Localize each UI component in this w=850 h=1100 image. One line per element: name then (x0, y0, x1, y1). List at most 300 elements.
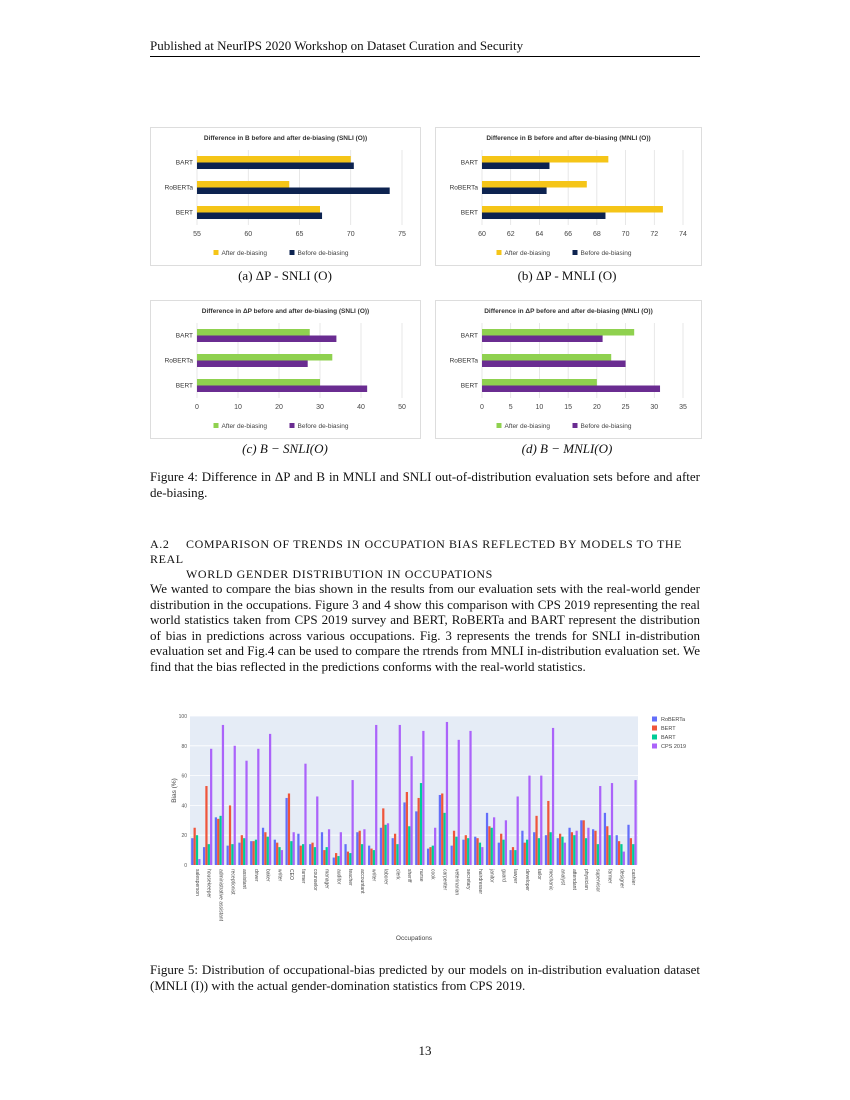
bar-after (197, 181, 289, 188)
x-tick-label: 68 (592, 231, 601, 238)
x-category-label: lawyer (512, 869, 519, 884)
bar-bart (196, 835, 198, 865)
bar-bert (194, 828, 196, 865)
bar-bart (632, 844, 634, 865)
chart-b-panel (435, 127, 702, 266)
legend-label-after: After de-biasing (221, 250, 268, 257)
y-category-label: BART (175, 332, 193, 340)
x-tick-label: 60 (478, 231, 486, 238)
x-category-label: carpenter (441, 869, 448, 891)
subcaption-b: (b) ΔP - MNLI (O) (517, 268, 617, 283)
bar-cps-2019 (399, 725, 401, 865)
bar-cps-2019 (352, 780, 354, 865)
legend-swatch-before (573, 250, 578, 255)
y-category-label: RoBERTa (449, 184, 478, 192)
bar-before (482, 386, 660, 393)
bar-roberta (392, 838, 394, 865)
bar-roberta (568, 828, 570, 865)
bar-before (197, 163, 354, 170)
bar-roberta (580, 820, 582, 865)
x-tick-label: 70 (621, 231, 630, 238)
bar-bert (618, 841, 620, 865)
bar-roberta (227, 846, 229, 865)
bar-cps-2019 (257, 749, 259, 865)
x-tick-label: 30 (650, 404, 659, 411)
x-category-label: laborer (382, 869, 389, 885)
x-tick-label: 25 (621, 404, 630, 411)
y-category-label: BERT (175, 382, 193, 390)
bar-before (197, 213, 322, 220)
bar-roberta (344, 844, 346, 865)
bar-bart (432, 846, 434, 865)
x-category-label: cashier (630, 869, 637, 886)
bar-bart (314, 847, 316, 865)
bar-bert (288, 793, 290, 865)
x-category-label: attendant (571, 869, 578, 890)
bar-cps-2019 (281, 850, 283, 865)
x-category-label: baker (264, 869, 271, 882)
y-category-label: RoBERTa (449, 357, 478, 365)
chart-a-panel (150, 127, 421, 266)
bar-roberta (474, 837, 476, 865)
x-tick-label: 75 (398, 231, 406, 238)
bar-cps-2019 (611, 783, 613, 865)
bar-after (197, 354, 332, 361)
legend-swatch-after (497, 250, 502, 255)
bar-before (482, 163, 549, 170)
bar-cps-2019 (446, 722, 448, 865)
x-tick-label: 62 (506, 231, 515, 238)
bar-bart (597, 844, 599, 865)
bar-bert (394, 834, 396, 865)
bar-bart (538, 838, 540, 865)
x-category-label: hairdresser (476, 869, 483, 895)
x-tick-label: 35 (679, 404, 687, 411)
bar-after (482, 181, 587, 188)
y-tick-label: 40 (181, 803, 187, 810)
bar-cps-2019 (210, 749, 212, 865)
x-tick-label: 55 (193, 231, 201, 238)
bar-before (482, 361, 626, 368)
x-category-label: farmer (606, 869, 613, 884)
bar-before (482, 336, 603, 343)
legend-swatch-before (573, 423, 578, 428)
bar-bert (370, 849, 372, 865)
x-tick-label: 64 (535, 231, 544, 238)
chart-title: Difference in ΔP before and after de-biasing (MNLI (O)) (484, 308, 653, 315)
bar-after (482, 329, 634, 336)
legend-label-before: Before de-biasing (580, 250, 632, 257)
bar-roberta (368, 846, 370, 865)
subcaption-c: (c) B − SNLI(O) (242, 441, 328, 456)
bar-bert (453, 831, 455, 865)
y-category-label: BERT (175, 209, 193, 217)
bar-bart (208, 844, 210, 865)
bar-bert (406, 792, 408, 865)
subcaption-a: (a) ΔP - SNLI (O) (238, 268, 332, 283)
bar-before (197, 386, 367, 393)
x-category-label: salesperson (193, 869, 200, 896)
bar-roberta (321, 832, 323, 865)
chart-title: Difference in ΔP before and after de-biasing (SNLI (O)) (201, 308, 370, 315)
y-category-label: BERT (460, 382, 478, 390)
y-axis-title: Bias (%) (171, 778, 178, 803)
bar-roberta (451, 846, 453, 865)
x-tick-label: 66 (564, 231, 573, 238)
bar-cps-2019 (623, 852, 625, 865)
x-tick-label: 72 (650, 231, 659, 238)
bar-bart (385, 825, 387, 865)
bar-cps-2019 (363, 829, 365, 865)
bar-cps-2019 (222, 725, 224, 865)
bar-bart (302, 844, 304, 865)
legend-swatch-before (290, 250, 295, 255)
x-category-label: writer (370, 869, 377, 882)
legend-swatch (652, 717, 657, 722)
legend-swatch (652, 744, 657, 749)
bar-bart (267, 837, 269, 865)
bar-bart (396, 844, 398, 865)
bar-roberta (533, 832, 535, 865)
bar-cps-2019 (293, 832, 295, 865)
x-category-label: teacher (347, 869, 354, 886)
figure-4-caption: Figure 4: Difference in ΔP and B in MNLI and SNLI out-of-distribution evaluation sets before and after de-biasing. (150, 469, 700, 500)
bar-roberta (604, 813, 606, 865)
x-tick-label: 10 (234, 404, 242, 411)
bar-bart (573, 835, 575, 865)
bar-bart (479, 843, 481, 865)
bar-cps-2019 (434, 828, 436, 865)
bar-bart (455, 837, 457, 865)
figure-5-caption: Figure 5: Distribution of occupational-bias predicted by our models on in-distribution evaluation dataset (MNLI (I)) with the actual gender-domination statistics from CPS 2019. (150, 962, 700, 993)
bar-roberta (309, 844, 311, 865)
bar-bart (373, 850, 375, 865)
bar-bert (465, 835, 467, 865)
bar-before (482, 188, 547, 195)
bar-roberta (191, 838, 193, 865)
bar-bert (300, 846, 302, 865)
bar-roberta (557, 838, 559, 865)
x-tick-label: 60 (244, 231, 253, 238)
bar-before (197, 336, 336, 343)
bar-bart (326, 847, 328, 865)
figure-5-chart (168, 708, 687, 948)
bar-cps-2019 (528, 776, 530, 865)
bar-bart (243, 838, 245, 865)
x-category-label: sheriff (406, 869, 413, 883)
bar-bert (488, 826, 490, 865)
chart-a (151, 128, 420, 265)
bar-bart (502, 840, 504, 865)
bar-roberta (215, 817, 217, 865)
bar-cps-2019 (422, 731, 424, 865)
x-category-label: counselor (311, 869, 318, 891)
bar-cps-2019 (316, 796, 318, 865)
bar-cps-2019 (517, 796, 519, 865)
y-tick-label: 80 (181, 743, 187, 750)
bar-roberta (415, 811, 417, 865)
bar-bart (550, 832, 552, 865)
x-tick-label: 40 (357, 404, 365, 411)
bar-bart (467, 838, 469, 865)
bar-roberta (380, 828, 382, 865)
bar-roberta (498, 843, 500, 865)
bar-bert (205, 786, 207, 865)
bar-bert (476, 838, 478, 865)
x-category-label: cook (429, 869, 436, 880)
legend-label: BERT (661, 726, 676, 732)
header-rule (150, 56, 700, 57)
legend-label: BART (661, 735, 676, 741)
legend-label-after: After de-biasing (504, 250, 551, 257)
bar-after (482, 379, 597, 386)
bar-after (482, 206, 663, 213)
bar-cps-2019 (458, 740, 460, 865)
y-category-label: BART (460, 332, 478, 340)
x-category-label: auditor (335, 869, 342, 885)
x-category-label: janitor (488, 869, 495, 883)
bar-bert (335, 853, 337, 865)
bar-bert (418, 798, 420, 865)
section-heading (150, 537, 700, 582)
bar-after (197, 329, 310, 336)
x-tick-label: 30 (316, 404, 324, 411)
bar-bert (359, 831, 361, 865)
x-category-label: veterinarian (453, 869, 460, 896)
x-category-label: writer (276, 869, 283, 882)
x-category-label: administrative assistant (217, 869, 224, 921)
bar-after (197, 379, 320, 386)
bar-bert (252, 841, 254, 865)
legend-swatch (652, 726, 657, 731)
x-tick-label: 15 (564, 404, 573, 411)
bar-roberta (250, 841, 252, 865)
chart-title: Difference in B before and after de-biasing (MNLI (O)) (486, 135, 651, 142)
x-axis-title: Occupations (395, 935, 433, 942)
bar-cps-2019 (576, 831, 578, 865)
bar-bart (420, 783, 422, 865)
x-category-label: secretary (465, 869, 472, 890)
bar-bart (443, 813, 445, 865)
bar-bart (491, 828, 493, 865)
bar-bert (606, 826, 608, 865)
chart-c-panel (150, 300, 421, 439)
body-paragraph: We wanted to compare the bias shown in the results from our evaluation sets with the real-world gender distribution in the occupations. Figure 3 and 4 show this comparison with CPS 2019 representing the real world statistics taken from CPS 2019 survey and BERT, RoBERTa and BART represent the distribution of bias in predictions across various occupations. Fig. 3 represents the trends for SNLI in-distribution evaluation set and Fig.4 can be used to compare the rtrends from MNLI in-distribution evaluation set. We find that the bias reflected in the predictions conforms with the real-world statistics. (150, 581, 700, 674)
x-tick-label: 0 (195, 404, 199, 411)
bar-bart (255, 840, 257, 865)
x-category-label: accountant (358, 869, 365, 894)
bar-roberta (616, 835, 618, 865)
section-number: A.2 (150, 537, 170, 551)
legend-label-before: Before de-biasing (297, 423, 349, 430)
x-category-label: developer (524, 869, 530, 891)
x-category-label: tailor (535, 869, 542, 880)
x-tick-label: 65 (295, 231, 304, 238)
bar-cps-2019 (634, 780, 636, 865)
bar-cps-2019 (198, 859, 200, 865)
bar-bert (229, 805, 231, 865)
bar-bart (337, 856, 339, 865)
chart-c (151, 301, 420, 438)
y-tick-label: 20 (181, 833, 187, 840)
bar-cps-2019 (245, 761, 247, 865)
bar-cps-2019 (587, 828, 589, 865)
bar-cps-2019 (564, 843, 566, 865)
bar-bert (241, 835, 243, 865)
bar-cps-2019 (410, 756, 412, 865)
bar-bert (583, 820, 585, 865)
bar-bart (585, 838, 587, 865)
bar-roberta (509, 850, 511, 865)
bar-cps-2019 (505, 820, 507, 865)
x-category-label: manager (323, 869, 330, 889)
legend-label-before: Before de-biasing (580, 423, 632, 430)
y-tick-label: 60 (181, 773, 187, 780)
chart-title: Difference in B before and after de-biasing (SNLI (O)) (203, 135, 368, 142)
bar-cps-2019 (599, 786, 601, 865)
bar-bart (526, 840, 528, 865)
y-category-label: BART (460, 159, 478, 167)
bar-after (197, 206, 320, 213)
section-title-line2: WORLD GENDER DISTRIBUTION IN OCCUPATIONS (186, 567, 493, 581)
bar-bert (276, 843, 278, 865)
bar-bert (524, 843, 526, 865)
x-tick-label: 50 (398, 404, 406, 411)
bar-roberta (203, 847, 205, 865)
x-category-label: physician (582, 869, 589, 890)
bar-cps-2019 (481, 847, 483, 865)
x-tick-label: 5 (508, 404, 513, 411)
x-tick-label: 20 (592, 404, 601, 411)
bar-bert (500, 834, 502, 865)
x-tick-label: 70 (346, 231, 355, 238)
bar-bert (323, 850, 325, 865)
x-tick-label: 0 (480, 404, 484, 411)
bar-roberta (592, 829, 594, 865)
bar-bart (561, 837, 563, 865)
bar-bert (429, 847, 431, 865)
bar-bert (547, 801, 549, 865)
x-category-label: housekeeper (205, 869, 212, 898)
bar-bart (408, 826, 410, 865)
legend-swatch-after (497, 423, 502, 428)
bar-bert (264, 832, 266, 865)
y-category-label: RoBERTa (164, 184, 193, 192)
bar-bert (512, 847, 514, 865)
bar-bart (361, 844, 363, 865)
bar-bart (219, 816, 221, 865)
x-category-label: supervisor (594, 869, 601, 893)
legend-label: RoBERTa (661, 717, 686, 723)
x-category-label: assistant (241, 869, 248, 889)
bar-after (482, 354, 611, 361)
bar-bert (347, 852, 349, 865)
bar-bart (620, 844, 622, 865)
bar-roberta (285, 798, 287, 865)
bar-bert (535, 816, 537, 865)
bar-bert (382, 808, 384, 865)
bar-cps-2019 (469, 731, 471, 865)
bar-bert (571, 832, 573, 865)
legend-swatch (652, 735, 657, 740)
x-category-label: driver (252, 869, 259, 882)
y-category-label: BART (175, 159, 193, 167)
y-tick-label: 100 (178, 714, 187, 720)
bar-before (482, 213, 605, 220)
subcaption-d: (d) B − MNLI(O) (521, 441, 613, 456)
bar-roberta (403, 802, 405, 865)
bar-cps-2019 (269, 734, 271, 865)
bar-bert (594, 831, 596, 865)
x-tick-label: 20 (275, 404, 283, 411)
y-category-label: RoBERTa (164, 357, 193, 365)
x-category-label: farmer (300, 869, 306, 884)
bar-bert (311, 843, 313, 865)
bar-bart (278, 847, 280, 865)
bar-cps-2019 (304, 764, 306, 865)
bar-roberta (356, 832, 358, 865)
x-category-label: guard (500, 869, 507, 882)
x-category-label: mechanic (547, 869, 554, 891)
bar-bart (349, 853, 351, 865)
legend-label-after: After de-biasing (221, 423, 268, 430)
bar-roberta (274, 840, 276, 865)
legend-swatch-after (214, 423, 219, 428)
bar-roberta (238, 843, 240, 865)
page-number: 13 (418, 1043, 432, 1058)
bar-cps-2019 (234, 746, 236, 865)
bar-roberta (486, 813, 488, 865)
x-category-label: nurse (417, 869, 424, 882)
bar-bert (441, 793, 443, 865)
bar-cps-2019 (340, 832, 342, 865)
x-category-label: receptionist (229, 869, 236, 895)
bar-after (197, 156, 351, 163)
legend-swatch-before (290, 423, 295, 428)
x-category-label: CEO (288, 869, 295, 880)
bar-cps-2019 (375, 725, 377, 865)
bar-cps-2019 (493, 817, 495, 865)
bar-roberta (262, 828, 264, 865)
legend-label: CPS 2019 (661, 744, 687, 750)
bar-roberta (521, 831, 523, 865)
bar-before (197, 188, 390, 195)
bar-after (482, 156, 608, 163)
running-header: Published at NeurIPS 2020 Workshop on Dataset Curation and Security (150, 38, 524, 53)
bar-cps-2019 (387, 823, 389, 865)
bar-cps-2019 (540, 776, 542, 865)
bar-roberta (333, 858, 335, 865)
x-category-label: analyst (559, 869, 566, 885)
x-category-label: clerk (394, 869, 401, 880)
y-tick-label: 0 (184, 863, 187, 869)
x-tick-label: 10 (535, 404, 544, 411)
bar-roberta (439, 795, 441, 865)
bar-bert (559, 834, 561, 865)
bar-bart (231, 844, 233, 865)
x-category-label: designer (618, 869, 625, 889)
chart-b (436, 128, 701, 265)
bar-roberta (627, 825, 629, 865)
bar-roberta (427, 849, 429, 865)
legend-label-before: Before de-biasing (297, 250, 349, 257)
chart-d-panel (435, 300, 702, 439)
legend-swatch-after (214, 250, 219, 255)
section-title-line1: COMPARISON OF TRENDS IN OCCUPATION BIAS REFLECTED BY MODELS TO THE REAL (150, 537, 683, 566)
bar-bert (630, 838, 632, 865)
bar-roberta (545, 835, 547, 865)
bar-bert (217, 819, 219, 865)
